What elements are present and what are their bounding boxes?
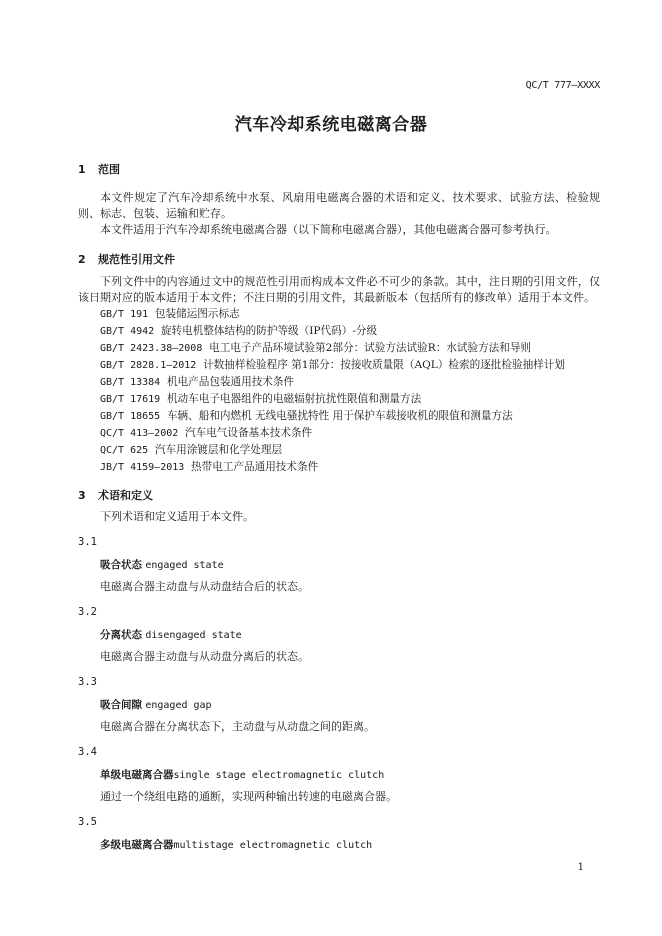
reference-title: 热带电工产品通用技术条件 <box>191 461 319 473</box>
section-title: 术语和定义 <box>98 489 153 502</box>
term-name <box>78 834 600 856</box>
term-entry <box>78 811 600 856</box>
term-name <box>78 764 600 786</box>
section-heading-terms-definitions <box>78 484 600 506</box>
section-title: 范围 <box>98 163 120 176</box>
reference-list <box>78 306 600 476</box>
paragraph: 下列术语和定义适用于本文件。 <box>100 510 254 523</box>
clause-number: 3.4 <box>78 746 97 758</box>
reference-code: GB/T 13384 <box>100 377 161 388</box>
reference-item <box>78 459 600 476</box>
reference-title: 机电产品包装通用技术条件 <box>166 376 295 388</box>
reference-title: 车辆、船和内燃机 无线电骚扰特性 用于保护车载接收机的限值和测量方法 <box>166 410 513 422</box>
reference-title: 汽车用涂镀层和化学处理层 <box>154 444 283 456</box>
clause-number: 3.1 <box>78 536 97 548</box>
reference-title: 汽车电气设备基本技术条件 <box>185 427 313 439</box>
term-name <box>78 624 600 646</box>
term-name <box>78 694 600 716</box>
reference-item <box>78 425 600 442</box>
term-english: engaged gap <box>145 700 212 711</box>
reference-title: 机动车电子电器组件的电磁辐射抗扰性限值和测量方法 <box>166 393 422 405</box>
term-english: multistage electromagnetic clutch <box>173 840 373 851</box>
term-definition: 通过一个绕组电路的通断，实现两种输出转速的电磁离合器。 <box>100 790 397 803</box>
reference-title: 旋转电机整体结构的防护等级（IP代码）-分级 <box>160 325 378 337</box>
section-number: 1 <box>78 162 86 176</box>
clause-number: 3.3 <box>78 676 97 688</box>
reference-item <box>78 357 600 374</box>
reference-item <box>78 374 600 391</box>
reference-code: GB/T 2828.1—2012 <box>100 360 197 371</box>
page-number: 1 <box>577 862 584 873</box>
document-body <box>78 158 600 856</box>
reference-code: GB/T 17619 <box>100 394 161 405</box>
reference-item <box>78 442 600 459</box>
section-number: 2 <box>78 252 86 266</box>
reference-code: QC/T 413—2002 <box>100 428 179 439</box>
standard-code: QC/T 777—XXXX <box>525 80 600 91</box>
reference-code: GB/T 191 <box>100 309 149 320</box>
term-name <box>78 554 600 576</box>
term-english: single stage electromagnetic clutch <box>173 770 385 781</box>
term-definition: 电磁离合器在分离状态下，主动盘与从动盘之间的距离。 <box>100 720 375 733</box>
section-title: 规范性引用文件 <box>98 253 175 266</box>
paragraph: 本文件适用于汽车冷却系统电磁离合器（以下简称电磁离合器），其他电磁离合器可参考执行。 <box>100 223 557 236</box>
reference-code: GB/T 4942 <box>100 326 155 337</box>
paragraph: 本文件规定了汽车冷却系统中水泵、风扇用电磁离合器的术语和定义、技术要求、试验方法、检验规则、标志、包装、运输和贮存。 <box>78 191 600 220</box>
reference-title: 包装储运图示标志 <box>154 308 240 320</box>
section-heading-normative-references <box>78 248 600 270</box>
clause-number: 3.5 <box>78 816 97 828</box>
reference-item <box>78 391 600 408</box>
term-definition: 电磁离合器主动盘与从动盘分离后的状态。 <box>100 650 309 663</box>
term-entry <box>78 671 600 738</box>
reference-code: GB/T 2423.38—2008 <box>100 343 203 354</box>
term-entry <box>78 601 600 668</box>
reference-item <box>78 408 600 425</box>
term-chinese: 吸合状态 <box>100 559 142 571</box>
term-chinese: 单级电磁离合器 <box>100 769 174 781</box>
term-chinese: 分离状态 <box>100 629 142 641</box>
term-definition: 电磁离合器主动盘与从动盘结合后的状态。 <box>100 580 309 593</box>
reference-item <box>78 340 600 357</box>
reference-code: QC/T 625 <box>100 445 149 456</box>
term-entry <box>78 741 600 808</box>
reference-item <box>78 323 600 340</box>
document-title: 汽车冷却系统电磁离合器 <box>234 115 428 135</box>
term-english: engaged state <box>145 560 224 571</box>
clause-number: 3.2 <box>78 606 97 618</box>
term-chinese: 吸合间隙 <box>100 699 142 711</box>
term-chinese: 多级电磁离合器 <box>100 839 174 851</box>
paragraph: 下列文件中的内容通过文中的规范性引用而构成本文件必不可少的条款。其中，注日期的引用文件，仅该日期对应的版本适用于本文件；不注日期的引用文件，其最新版本（包括所有的修改单）适用于本文件。 <box>78 275 600 304</box>
section-heading-scope <box>78 158 600 180</box>
section-number: 3 <box>78 488 86 502</box>
term-entry <box>78 531 600 598</box>
reference-title: 计数抽样检验程序 第1部分：按接收质量限（AQL）检索的逐批检验抽样计划 <box>203 359 565 371</box>
reference-code: JB/T 4159—2013 <box>100 462 185 473</box>
term-english: disengaged state <box>145 630 242 641</box>
reference-title: 电工电子产品环境试验第2部分：试验方法试验R：水试验方法和导则 <box>209 342 532 354</box>
reference-code: GB/T 18655 <box>100 411 161 422</box>
reference-item <box>78 306 600 323</box>
